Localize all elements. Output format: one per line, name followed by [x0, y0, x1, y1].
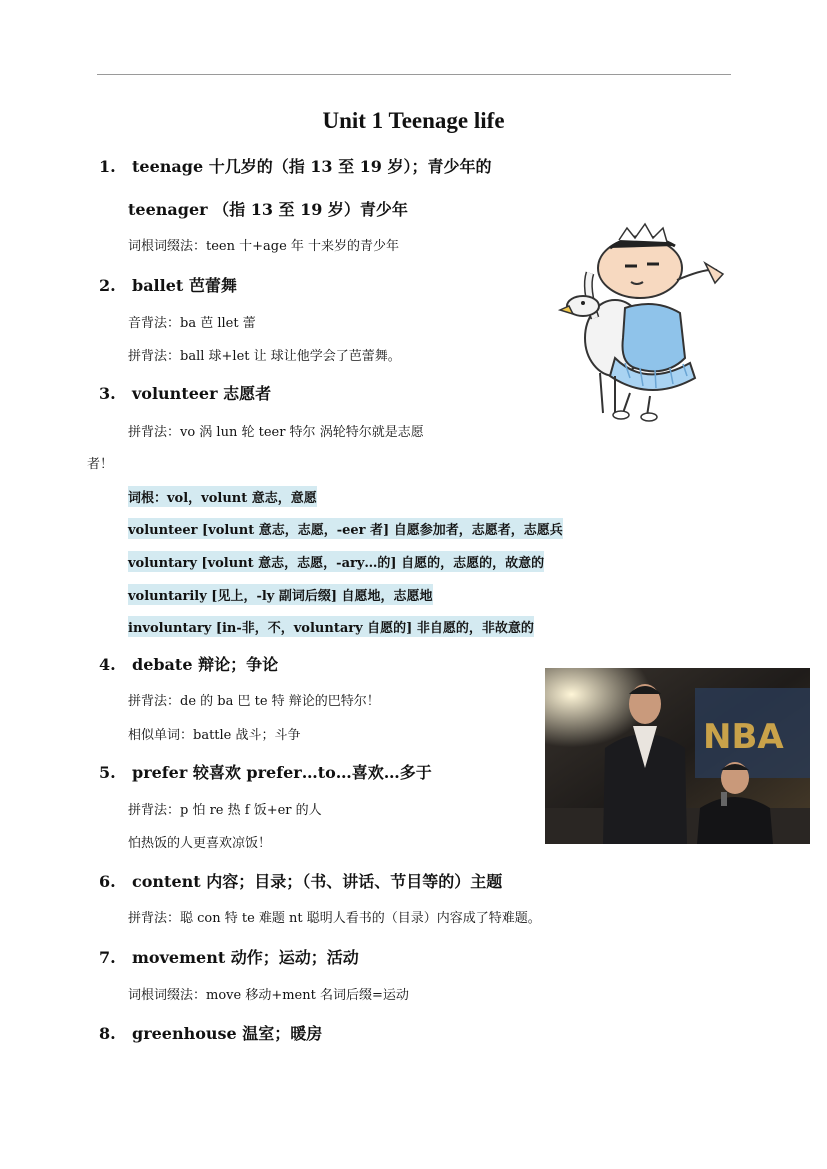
entry-note: 词根词缀法：teen 十+age 年 十来岁的青少年 [128, 239, 400, 254]
entry-note: 词根词缀法：move 移动+ment 名词后缀=运动 [128, 988, 409, 1003]
entry-note: 拼背法：vo 涡 lun 轮 teer 特尔 涡轮特尔就是志愿 [128, 425, 424, 440]
entry-heading-3: 3. volunteer 志愿者 [99, 384, 272, 403]
entry-subheading-teenager: teenager （指 13 至 19 岁）青少年 [128, 200, 408, 219]
entry-heading-2: 2. ballet 芭蕾舞 [99, 276, 237, 295]
entry-note: 拼背法：p 怕 re 热 f 饭+er 的人 [128, 803, 322, 818]
entry-note: 音背法：ba 芭 llet 蕾 [128, 316, 256, 331]
entry-note: 怕热饭的人更喜欢凉饭！ [128, 836, 272, 851]
entry-heading-1: 1. teenage 十几岁的（指 13 至 19 岁）；青少年的 [99, 157, 492, 176]
header-rule [97, 74, 731, 75]
entry-note: 拼背法：聪 con 特 te 难题 nt 聪明人看书的（目录）内容成了特难题。 [128, 911, 541, 926]
highlight-line: volunteer [volunt 意志，志愿，-eer 者] 自愿参加者，志愿者，志愿兵 [128, 518, 563, 539]
entry-note: 拼背法：de 的 ba 巴 te 特 辩论的巴特尔！ [128, 694, 380, 709]
ballet-cartoon-illustration [555, 218, 730, 423]
entry-heading-8: 8. greenhouse 温室；暖房 [99, 1024, 323, 1043]
entry-note: 拼背法：ball 球+let 让 球让他学会了芭蕾舞。 [128, 349, 401, 364]
entry-heading-4: 4. debate 辩论；争论 [99, 655, 279, 674]
highlight-line: voluntarily [见上，-ly 副词后缀] 自愿地，志愿地 [128, 584, 433, 605]
entry-note: 者！ [87, 457, 114, 472]
highlight-line: voluntary [volunt 意志，志愿，-ary…的] 自愿的，志愿的，故意的 [128, 551, 544, 572]
highlight-line: involuntary [in-非，不，voluntary 自愿的] 非自愿的，非故意的 [128, 616, 534, 637]
page-title: Unit 1 Teenage life [322, 108, 505, 133]
highlight-line: 词根：vol，volunt 意志，意愿 [128, 486, 317, 507]
nba-event-photo [545, 668, 810, 844]
entry-heading-7: 7. movement 动作；运动；活动 [99, 948, 359, 967]
photo-logo-text: NBA [703, 717, 784, 757]
entry-note: 相似单词：battle 战斗；斗争 [128, 728, 301, 743]
entry-heading-5: 5. prefer 较喜欢 prefer…to…喜欢…多于 [99, 763, 432, 782]
entry-heading-6: 6. content 内容；目录；（书、讲话、节目等的）主题 [99, 872, 503, 891]
